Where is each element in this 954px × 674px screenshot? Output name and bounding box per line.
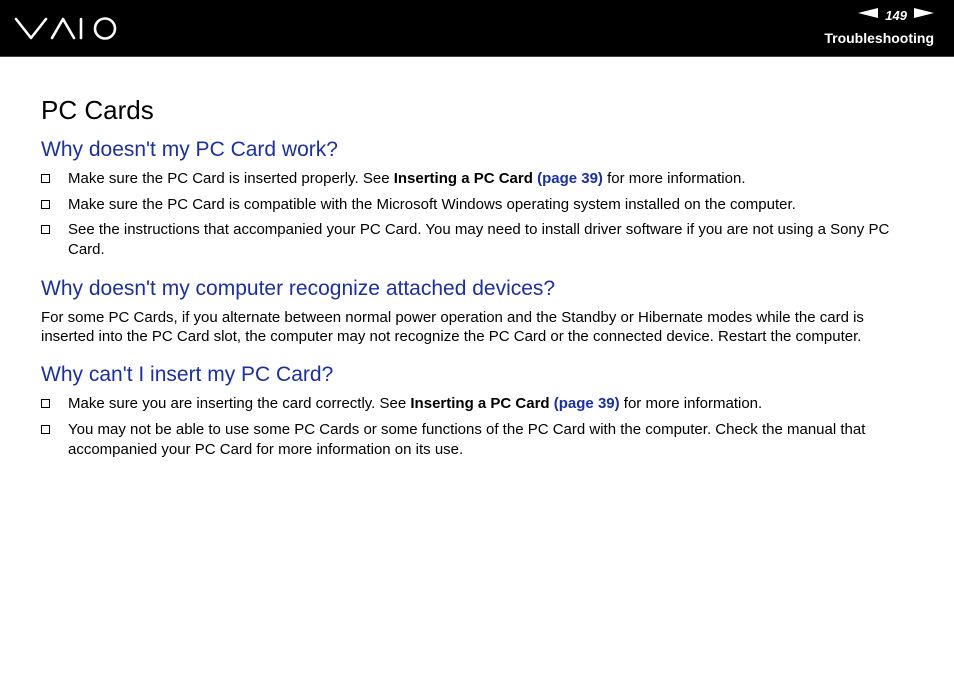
checkbox-bullet-icon xyxy=(41,225,50,234)
section-heading: Why can't I insert my PC Card? xyxy=(41,363,334,386)
checkbox-bullet-icon xyxy=(41,399,50,408)
body-paragraph: For some PC Cards, if you alternate between normal power operation and the Standby or Hibernate modes while the card is inserted into the PC Card slot, the computer may not recognize the PC Card or the connected device. Restart the computer. xyxy=(41,309,864,345)
next-page-arrow-icon[interactable] xyxy=(914,6,934,24)
checkbox-bullet-icon xyxy=(41,200,50,209)
vaio-logo xyxy=(14,14,122,42)
checkbox-bullet-icon xyxy=(41,425,50,434)
section-heading: Why doesn't my computer recognize attached devices? xyxy=(41,277,556,300)
section-heading: Why doesn't my PC Card work? xyxy=(41,138,338,161)
checkbox-bullet-icon xyxy=(41,174,50,183)
page-link[interactable]: (page 39) xyxy=(553,395,620,412)
section-name: Troubleshooting xyxy=(824,30,934,46)
page-link[interactable]: (page 39) xyxy=(537,170,603,187)
page-number: 149 xyxy=(885,7,907,23)
list-item: Make sure the PC Card is inserted properly. See Inserting a PC Card (page 39) for more information. xyxy=(41,169,921,189)
checklist xyxy=(41,394,921,460)
page-title: PC Cards xyxy=(41,95,154,125)
list-item: Make sure you are inserting the card correctly. See Inserting a PC Card (page 39) for more information. xyxy=(41,394,921,414)
page-content xyxy=(41,95,921,460)
list-item: See the instructions that accompanied your PC Card. You may need to install driver software if you are not using a Sony PC Card. xyxy=(41,220,921,260)
page-navigation xyxy=(858,6,934,24)
prev-page-arrow-icon[interactable] xyxy=(858,6,878,24)
page-header xyxy=(0,0,954,57)
list-item: You may not be able to use some PC Cards or some functions of the PC Card with the computer. Check the manual that accompanied your PC Card for more information on its use. xyxy=(41,420,921,460)
list-item: Make sure the PC Card is compatible with the Microsoft Windows operating system installed on the computer. xyxy=(41,195,921,215)
bold-reference: Inserting a PC Card xyxy=(410,395,550,412)
bold-reference: Inserting a PC Card xyxy=(393,170,533,187)
checklist xyxy=(41,169,921,260)
